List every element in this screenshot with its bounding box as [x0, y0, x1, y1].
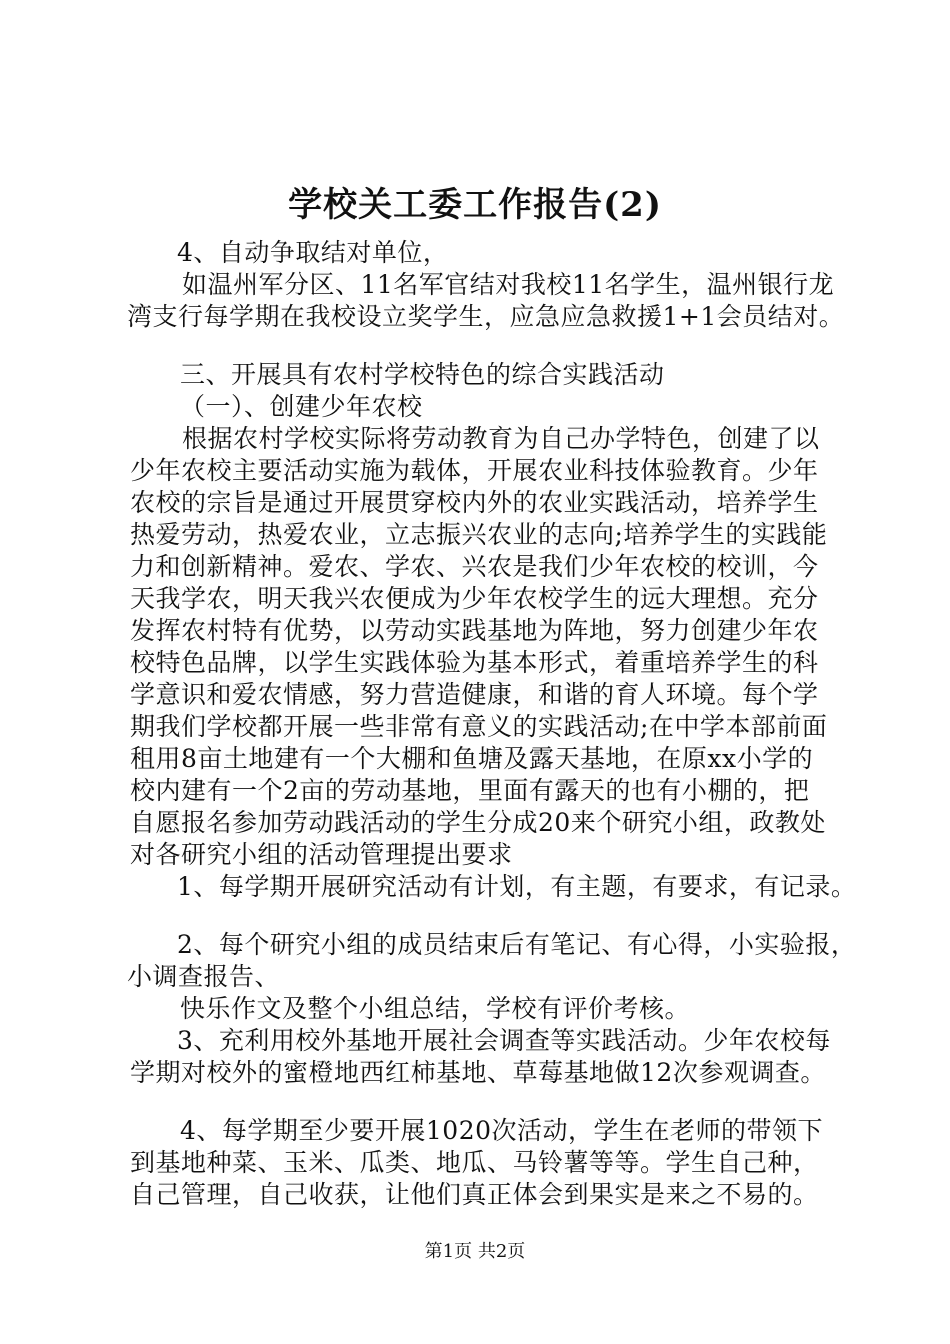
text-line: 到基地种菜、玉米、瓜类、地瓜、马铃薯等等。学生自己种，	[130, 1148, 819, 1177]
text-line: 天我学农，明天我兴农便成为少年农校学生的远大理想。充分	[130, 584, 819, 613]
text-line: 2、每个研究小组的成员结束后有笔记、有心得，小实验报，	[177, 930, 857, 959]
text-line: 学意识和爱农情感，努力营造健康，和谐的育人环境。每个学	[130, 680, 819, 709]
text-line: 如温州军分区、11名军官结对我校11名学生，温州银行龙	[182, 270, 835, 299]
text-line: 快乐作文及整个小组总结，学校有评价考核。	[180, 994, 691, 1023]
text-line: 对各研究小组的活动管理提出要求	[130, 840, 513, 869]
text-line: 租用8亩土地建有一个大棚和鱼塘及露天基地，在原xx小学的	[130, 744, 814, 773]
text-line: 农校的宗旨是通过开展贯穿校内外的农业实践活动，培养学生	[130, 488, 819, 517]
text-line: 期我们学校都开展一些非常有意义的实践活动;在中学本部前面	[130, 712, 828, 741]
text-line: 湾支行每学期在我校设立奖学生，应急应急救援1+1会员结对。	[127, 302, 845, 331]
text-line: 4、自动争取结对单位，	[177, 238, 449, 267]
text-line: 力和创新精神。爱农、学农、兴农是我们少年农校的校训，今	[130, 552, 819, 581]
text-line: 发挥农村特有优势，以劳动实践基地为阵地，努力创建少年农	[130, 616, 819, 645]
document-title: 学校关工委工作报告(2)	[288, 185, 662, 225]
page-number: 第1页 共2页	[424, 1241, 526, 1262]
text-line: 3、充利用校外基地开展社会调查等实践活动。少年农校每	[177, 1026, 831, 1055]
text-line: 根据农村学校实际将劳动教育为自己办学特色，创建了以	[182, 424, 820, 453]
text-line: 热爱劳动，热爱农业，立志振兴农业的志向;培养学生的实践能	[130, 520, 828, 549]
text-line: 学期对校外的蜜橙地西红柿基地、草莓基地做12次参观调查。	[130, 1058, 826, 1087]
text-line: 校特色品牌，以学生实践体验为基本形式，着重培养学生的科	[130, 648, 819, 677]
text-line: 小调查报告、	[127, 962, 281, 991]
text-line: 自己管理，自己收获，让他们真正体会到果实是来之不易的。	[130, 1180, 819, 1209]
text-line: （一）、创建少年农校	[180, 392, 423, 421]
text-line: 少年农校主要活动实施为载体，开展农业科技体验教育。少年	[130, 456, 819, 485]
text-line: 4、每学期至少要开展1020次活动，学生在老师的带领下	[180, 1116, 824, 1145]
text-line: 校内建有一个2亩的劳动基地，里面有露天的也有小棚的，把	[130, 776, 810, 805]
text-line: 三、开展具有农村学校特色的综合实践活动	[180, 360, 665, 389]
text-line: 1、每学期开展研究活动有计划，有主题，有要求，有记录。	[177, 872, 857, 901]
text-line: 自愿报名参加劳动践活动的学生分成20来个研究小组，政教处	[130, 808, 826, 837]
